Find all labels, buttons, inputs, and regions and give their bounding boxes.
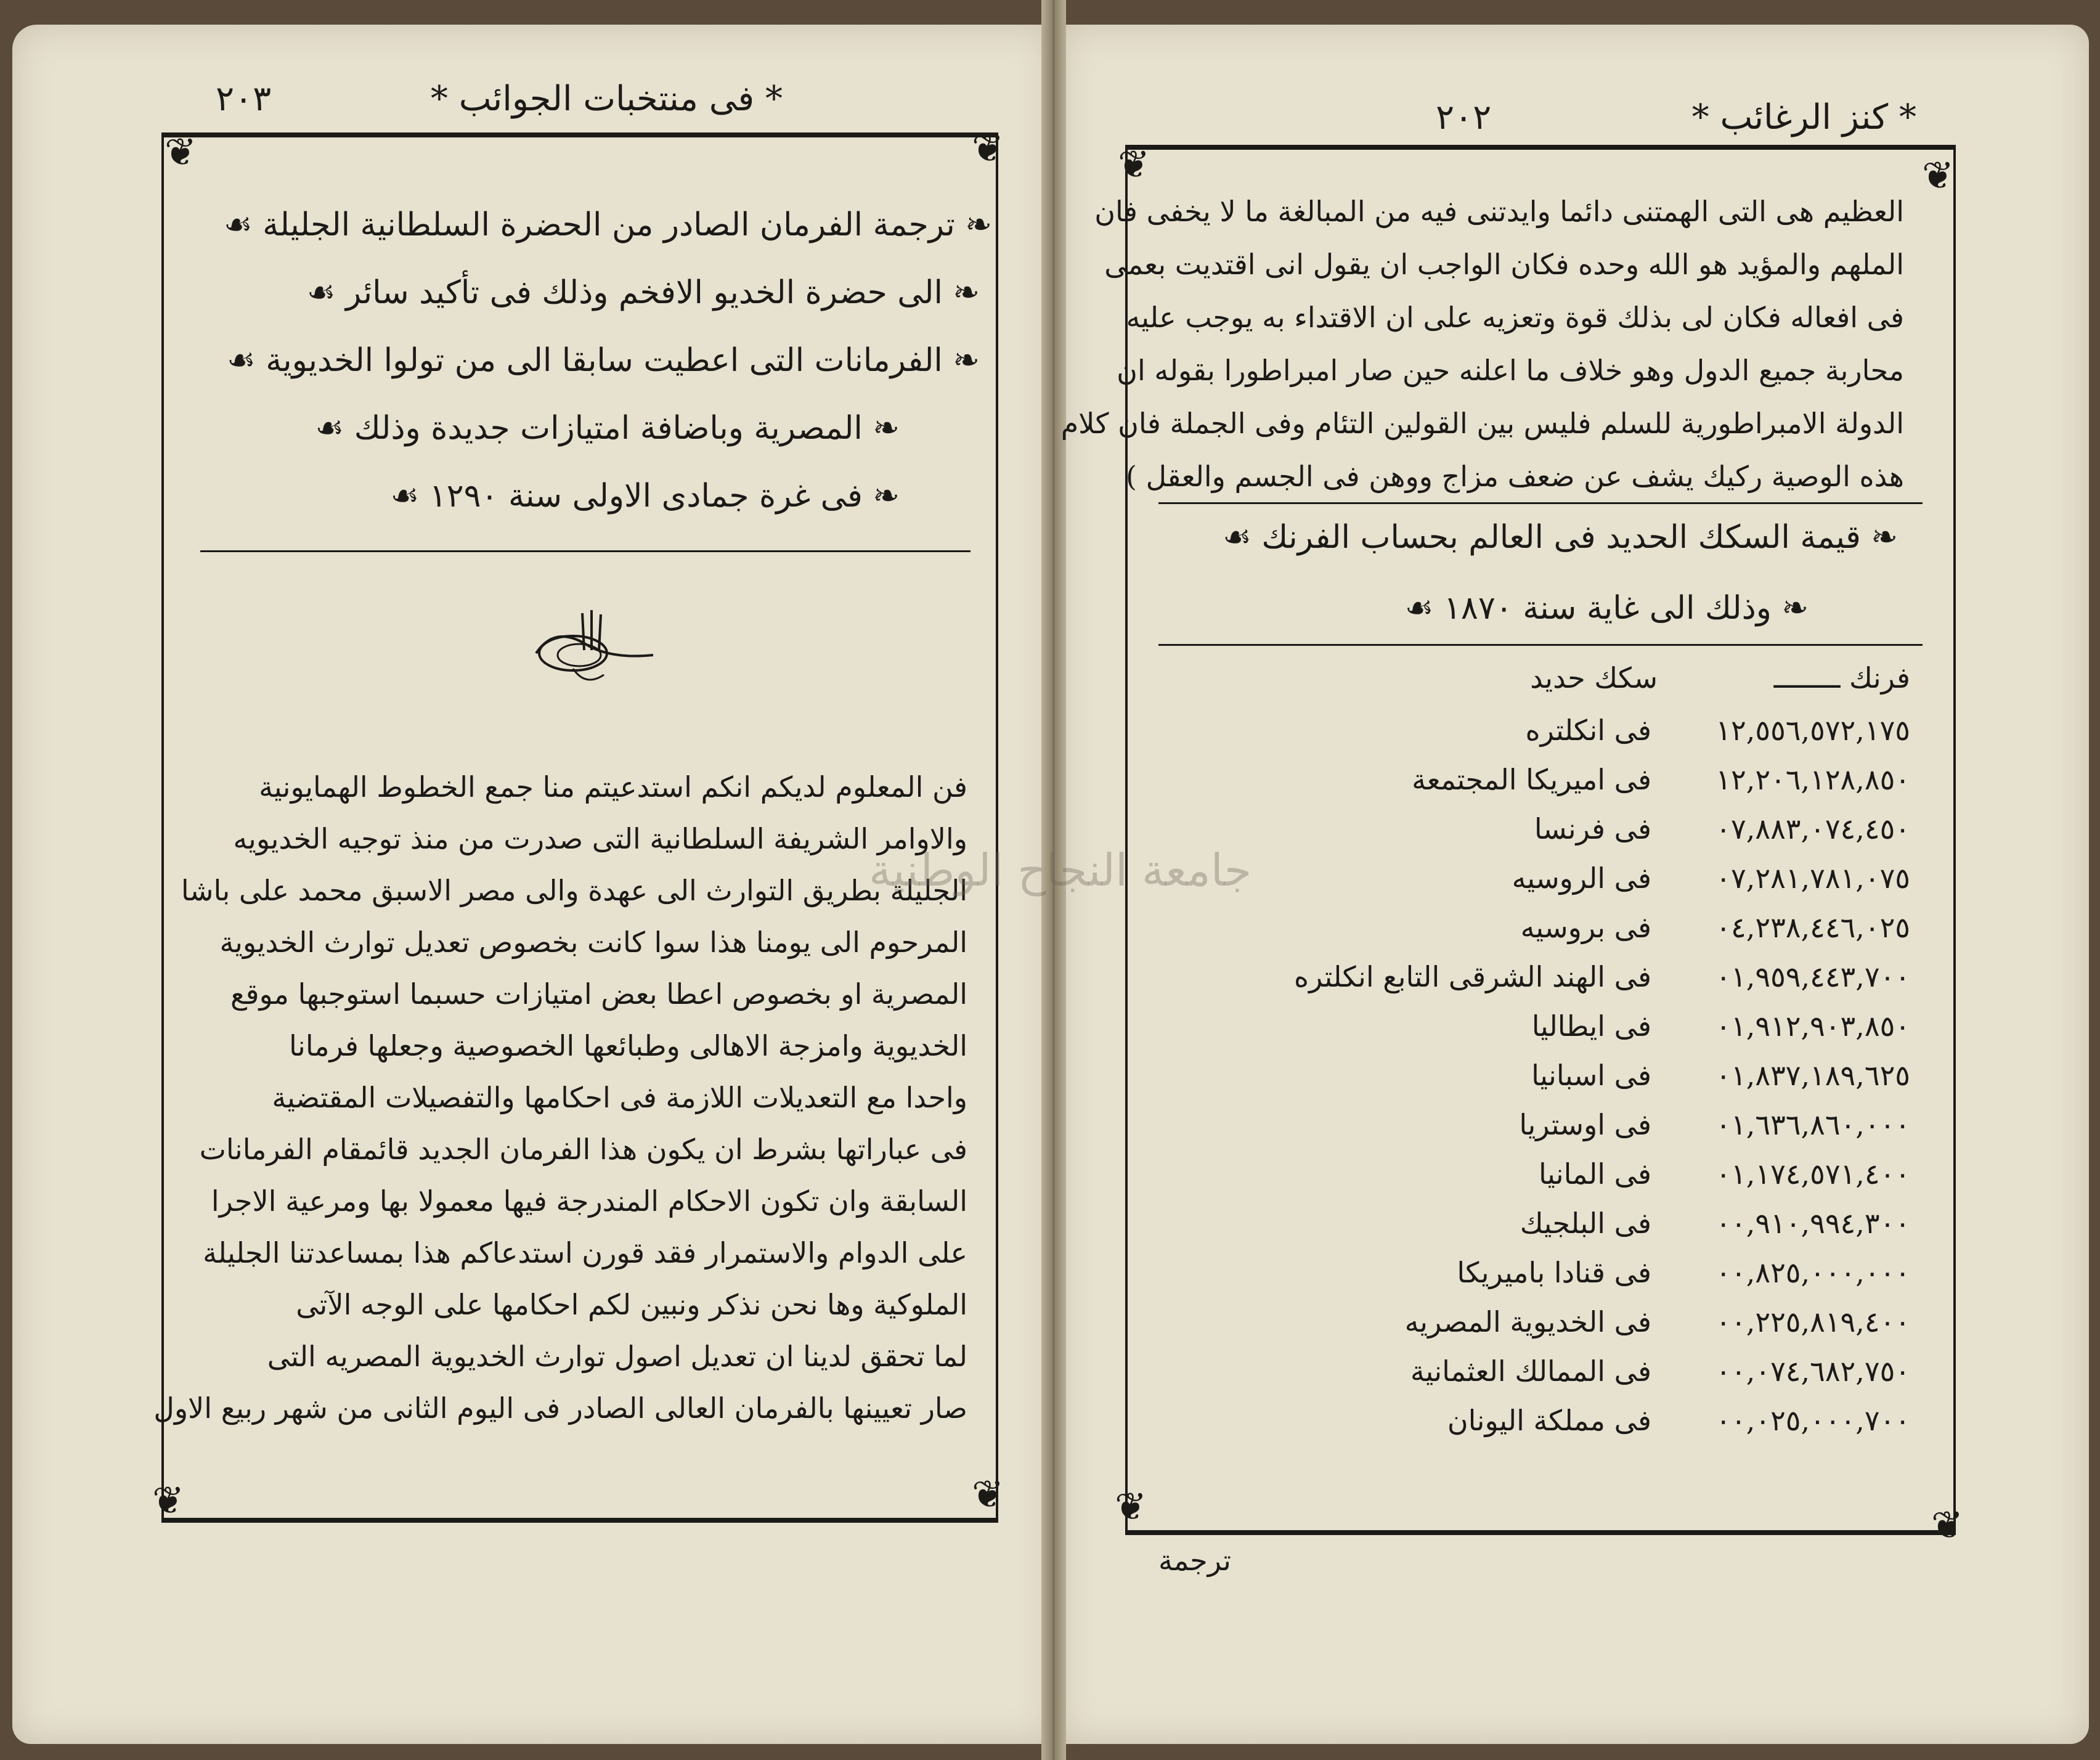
fleuron-icon: ☙ <box>1223 519 1262 556</box>
right-heading-block <box>1158 502 1923 644</box>
heading-line: ❧ فى غرة جمادى الاولى سنة ١٢٩٠ ☙ <box>390 478 900 515</box>
fleuron-icon: ☙ <box>224 206 263 243</box>
ornament-corner-icon: ❦ <box>1115 1484 1147 1529</box>
heading-line: ❧ قيمة السكك الحديد فى العالم بحساب الفرنك ☙ <box>1223 519 1898 556</box>
left-running-head <box>216 74 924 123</box>
body-line: لما تحقق لدينا ان تعديل اصول توارث الخديوية المصريه التى <box>267 1340 967 1373</box>
body-line: المرحوم الى يومنا هذا سوا كانت بخصوص تعديل توارث الخديوية <box>219 926 967 959</box>
table-row <box>1171 1051 1910 1100</box>
row-country: فى اسبانيا <box>1531 1059 1651 1092</box>
ornament-corner-icon: ❦ <box>1922 153 1954 198</box>
right-running-head <box>1436 92 1916 142</box>
fleuron-icon: ❧ <box>942 342 980 379</box>
body-line: الخديوية وامزجة الاهالى وطبائعها الخصوصية وجعلها فرمانا <box>289 1029 967 1062</box>
table-row <box>1171 706 1910 755</box>
fleuron-icon: ☙ <box>1404 590 1444 627</box>
row-country: فى المانيا <box>1538 1157 1651 1191</box>
left-heading-rule <box>200 550 971 552</box>
row-country: فى مملكة اليونان <box>1447 1404 1651 1437</box>
row-value: ١٢,٢٠٦,١٢٨,٨٥٠ <box>1715 763 1910 796</box>
row-country: فى الروسيه <box>1512 862 1651 895</box>
row-value: ٠١,١٧٤,٥٧١,٤٠٠ <box>1715 1157 1910 1191</box>
catchword: ترجمة <box>1158 1544 1231 1577</box>
right-page-number: ٢٠٢ <box>1436 97 1492 137</box>
left-body-text <box>153 761 967 1434</box>
header-item: سكك حديد <box>1530 661 1658 695</box>
left-page-number: ٢٠٣ <box>216 78 272 119</box>
ornament-corner-icon: ❦ <box>152 1478 184 1523</box>
tughra-emblem-icon <box>530 607 659 693</box>
header-value: فرنك ــــــــ <box>1773 661 1910 695</box>
right-heading-rule-bottom <box>1158 644 1923 646</box>
row-value: ٠٠,٢٢٥,٨١٩,٤٠٠ <box>1715 1305 1910 1338</box>
body-line: فى عباراتها بشرط ان يكون هذا الفرمان الجديد قائمقام الفرمانات <box>199 1133 967 1166</box>
body-line: على الدوام والاستمرار فقد قورن استدعاكم هذا بمساعدتنا الجليلة <box>203 1236 967 1269</box>
fleuron-icon: ☙ <box>306 274 346 311</box>
ornament-corner-icon: ❦ <box>972 1472 1004 1517</box>
heading-line: ❧ الفرمانات التى اعطيت سابقا الى من تولوا الخديوية ☙ <box>227 342 980 379</box>
body-line: محاربة جميع الدول وهو خلاف ما اعلنه حين صار امبراطورا بقوله ان <box>1117 354 1904 387</box>
row-value: ٠١,٩١٢,٩٠٣,٨٥٠ <box>1715 1009 1910 1043</box>
table-header <box>1171 653 1910 703</box>
ornament-corner-icon: ❦ <box>165 129 197 174</box>
right-running-title: * كنز الرغائب * <box>1691 97 1916 137</box>
body-line: الجليلة بطريق التوارث الى عهدة والى مصر الاسبق محمد على باشا <box>181 874 967 907</box>
body-line: هذه الوصية ركيك يشف عن ضعف مزاج ووهن فى الجسم والعقل ) <box>1126 460 1904 493</box>
ornament-corner-icon: ❦ <box>1931 1502 1963 1547</box>
table-row <box>1171 1001 1910 1051</box>
ornament-corner-icon: ❦ <box>972 126 1004 171</box>
watermark: جامعة النجاح الوطنية <box>869 844 1252 896</box>
row-value: ١٢,٥٥٦,٥٧٢,١٧٥ <box>1715 714 1910 747</box>
heading-line: ❧ وذلك الى غاية سنة ١٨٧٠ ☙ <box>1404 590 1809 627</box>
row-country: فى الهند الشرقى التابع انكلتره <box>1294 960 1651 993</box>
fleuron-icon: ❧ <box>1860 519 1898 556</box>
row-value: ٠٧,٢٨١,٧٨١,٠٧٥ <box>1715 862 1910 895</box>
body-line: فى افعاله فكان لى بذلك قوة وتعزيه على ان الاقتداء به يوجب عليه <box>1126 301 1904 334</box>
row-value: ٠٧,٨٨٣,٠٧٤,٤٥٠ <box>1715 812 1910 845</box>
ornament-corner-icon: ❦ <box>1118 142 1150 187</box>
body-line: واحدا مع التعديلات اللازمة فى احكامها والتفصيلات المقتضية <box>272 1081 967 1114</box>
body-line: والاوامر الشريفة السلطانية التى صدرت من منذ توجيه الخديويه <box>233 822 967 855</box>
table-row <box>1171 1199 1910 1248</box>
body-line: المصرية او بخصوص اعطا بعض امتيازات حسبما استوجبها موقع <box>230 977 967 1011</box>
table-row <box>1171 1100 1910 1149</box>
table-row <box>1171 903 1910 952</box>
row-country: فى قنادا باميريكا <box>1457 1256 1651 1289</box>
row-country: فى البلجيك <box>1520 1207 1651 1240</box>
fleuron-icon: ☙ <box>315 410 354 447</box>
table-row <box>1171 1248 1910 1297</box>
table-row <box>1171 854 1910 903</box>
fleuron-icon: ☙ <box>390 478 429 515</box>
row-country: فى بروسيه <box>1520 911 1651 944</box>
row-country: فى فرنسا <box>1534 812 1651 845</box>
fleuron-icon: ❧ <box>954 206 992 243</box>
railway-table <box>1171 653 1910 1479</box>
row-value: ٠١,٩٥٩,٤٤٣,٧٠٠ <box>1715 960 1910 993</box>
fleuron-icon: ❧ <box>942 274 980 311</box>
table-row <box>1171 804 1910 854</box>
table-row <box>1171 1396 1910 1445</box>
fleuron-icon: ☙ <box>227 342 266 379</box>
right-body-text <box>1060 185 1904 503</box>
row-value: ٠٠,٠٢٥,٠٠٠,٧٠٠ <box>1715 1404 1910 1437</box>
left-running-title: * فى منتخبات الجوائب * <box>430 78 783 119</box>
row-country: فى اوستريا <box>1519 1108 1651 1141</box>
left-heading-block <box>197 191 992 530</box>
fleuron-icon: ❧ <box>1771 590 1809 627</box>
row-country: فى ايطاليا <box>1531 1009 1651 1043</box>
row-value: ٠٠,٨٢٥,٠٠٠,٠٠٠ <box>1715 1256 1910 1289</box>
table-row <box>1171 952 1910 1001</box>
row-value: ٠٠,٩١٠,٩٩٤,٣٠٠ <box>1715 1207 1910 1240</box>
row-country: فى اميريكا المجتمعة <box>1412 763 1651 796</box>
row-country: فى الخديوية المصريه <box>1404 1305 1651 1338</box>
row-value: ٠١,٨٣٧,١٨٩,٦٢٥ <box>1715 1059 1910 1092</box>
row-value: ٠٠,٠٧٤,٦٨٢,٧٥٠ <box>1715 1355 1910 1388</box>
body-line: فن المعلوم لديكم انكم استدعيتم منا جمع الخطوط الهمايونية <box>259 770 967 804</box>
body-line: الملوكية وها نحن نذكر ونبين لكم احكامها على الوجه الآتى <box>296 1288 967 1321</box>
body-line: السابقة وان تكون الاحكام المندرجة فيها معمولا بها ومرعية الاجرا <box>211 1184 967 1218</box>
body-line: صار تعيينها بالفرمان العالى الصادر فى اليوم الثانى من شهر ربيع الاول <box>153 1391 967 1425</box>
body-line: الملهم والمؤيد هو الله وحده فكان الواجب ان يقول انى اقتديت بعمى <box>1104 248 1904 281</box>
heading-line: ❧ المصرية وباضافة امتيازات جديدة وذلك ☙ <box>315 410 900 447</box>
fleuron-icon: ❧ <box>862 410 900 447</box>
row-value: ٠٤,٢٣٨,٤٤٦,٠٢٥ <box>1715 911 1910 944</box>
table-row <box>1171 1149 1910 1199</box>
row-country: فى انكلتره <box>1525 714 1651 747</box>
table-row <box>1171 755 1910 804</box>
body-line: الدولة الامبراطورية للسلم فليس بين القولين التئام وفى الجملة فان كلام <box>1060 407 1904 440</box>
table-row <box>1171 1297 1910 1346</box>
table-row <box>1171 1346 1910 1396</box>
row-value: ٠١,٦٣٦,٨٦٠,٠٠٠ <box>1715 1108 1910 1141</box>
heading-line: ❧ ترجمة الفرمان الصادر من الحضرة السلطانية الجليلة ☙ <box>224 206 992 243</box>
heading-line: ❧ الى حضرة الخديو الافخم وذلك فى تأكيد سائر ☙ <box>306 274 980 311</box>
body-line: العظيم هى التى الهمتنى دائما وايدتنى فيه من المبالغة ما لا يخفى فان <box>1094 195 1904 228</box>
fleuron-icon: ❧ <box>862 478 900 515</box>
row-country: فى الممالك العثمانية <box>1410 1355 1651 1388</box>
